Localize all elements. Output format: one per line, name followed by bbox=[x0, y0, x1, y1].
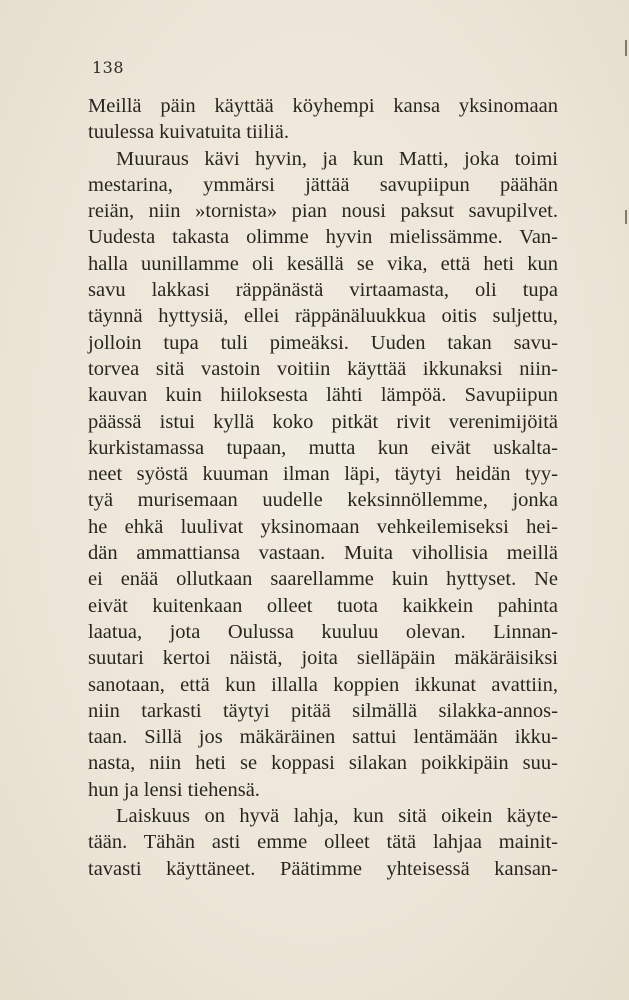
text-line: tyä murisemaan uudelle keksinnöllemme, jonka bbox=[88, 489, 558, 512]
text-line: niin tarkasti täytyi pitää silmällä silakka-annos- bbox=[88, 699, 558, 722]
text-line: suutari kertoi näistä, joita sielläpäin mäkäräisiksi bbox=[88, 647, 558, 670]
text-line: jolloin tupa tuli pimeäksi. Uuden takan savu- bbox=[88, 331, 558, 354]
text-line: Uudesta takasta olimme hyvin mielissämme. Van- bbox=[88, 226, 558, 249]
text-line: ei enää ollutkaan saarellamme kuin hyttyset. Ne bbox=[88, 568, 558, 591]
text-line: kurkistamassa tupaan, mutta kun eivät uskalta- bbox=[88, 436, 558, 459]
text-line: hun ja lensi tiehensä. bbox=[88, 778, 260, 801]
text-line: savu lakkasi räppänästä virtaamasta, oli tupa bbox=[88, 279, 558, 302]
text-line: tään. Tähän asti emme olleet tätä lahjaa mainit- bbox=[88, 831, 558, 854]
text-line: Muuraus kävi hyvin, ja kun Matti, joka toimi bbox=[116, 147, 558, 170]
text-line: päässä istui kyllä koko pitkät rivit verenimijöitä bbox=[88, 410, 558, 433]
text-line: nasta, niin heti se koppasi silakan poikkipäin suu- bbox=[88, 752, 558, 775]
text-line: eivät kuitenkaan olleet tuota kaikkein pahinta bbox=[88, 594, 558, 617]
text-line: neet syöstä kuuman ilman läpi, täytyi heidän tyy- bbox=[88, 463, 558, 486]
edge-mark-top bbox=[625, 40, 627, 56]
text-line: Laiskuus on hyvä lahja, kun sitä oikein käyte- bbox=[116, 805, 558, 828]
text-line: torvea sitä vastoin voitiin käyttää ikkunaksi niin- bbox=[88, 357, 558, 380]
text-line: taan. Sillä jos mäkäräinen sattui lentämään ikku- bbox=[88, 726, 558, 749]
text-line: tuulessa kuivatuita tiiliä. bbox=[88, 121, 289, 144]
text-line: täynnä hyttysiä, ellei räppänäluukkua oitis suljettu, bbox=[88, 305, 558, 328]
text-line: tavasti käyttäneet. Päätimme yhteisessä kansan- bbox=[88, 857, 558, 880]
text-line: reiän, niin »tornista» pian nousi paksut savupilvet. bbox=[88, 200, 558, 223]
text-line: Meillä päin käyttää köyhempi kansa yksinomaan bbox=[88, 95, 558, 117]
text-line: halla uunillamme oli kesällä se vika, että heti kun bbox=[88, 252, 558, 275]
body-text bbox=[88, 93, 558, 882]
text-line: dän ammattiansa vastaan. Muita vihollisia meillä bbox=[88, 542, 558, 565]
text-line: sanotaan, että kun illalla koppien ikkunat avattiin, bbox=[88, 673, 558, 696]
text-line: laatua, jota Oulussa kuuluu olevan. Linnan- bbox=[88, 620, 558, 643]
edge-mark-middle bbox=[625, 210, 627, 224]
text-line: mestarina, ymmärsi jättää savupiipun päähän bbox=[88, 173, 558, 196]
page-number: 138 bbox=[92, 58, 125, 77]
text-line: kauvan kuin hiiloksesta lähti lämpöä. Savupiipun bbox=[88, 384, 558, 407]
text-line: he ehkä luulivat yksinomaan vehkeilemiseksi hei- bbox=[88, 515, 558, 538]
